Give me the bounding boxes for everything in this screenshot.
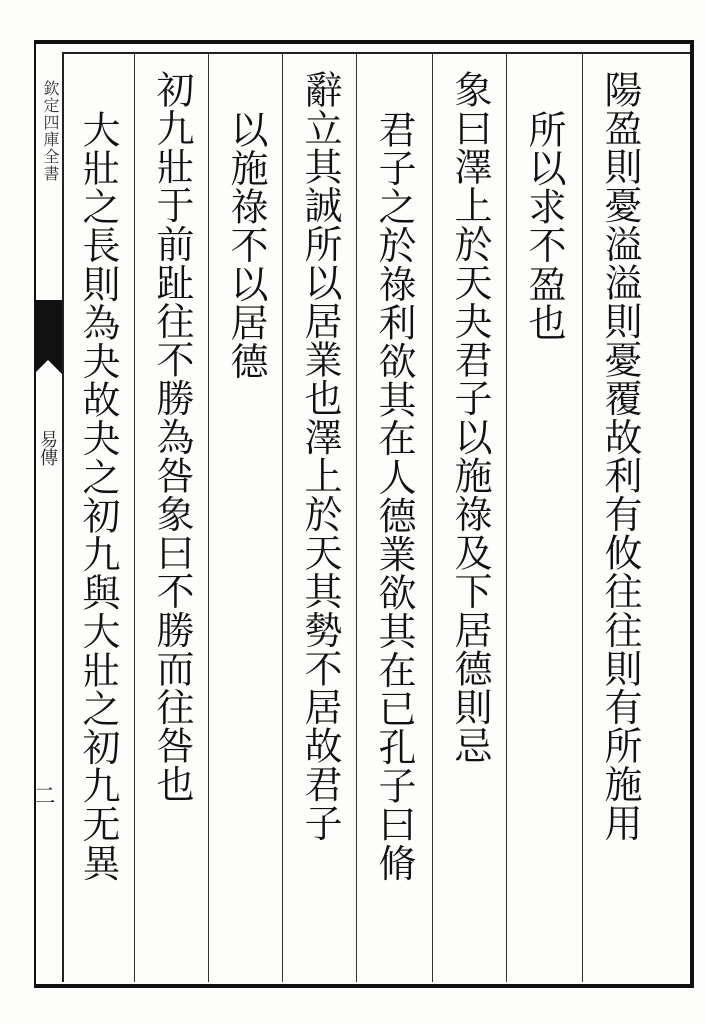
fishtail-mark <box>34 300 62 360</box>
text-column-5: 辭立其誠所以居業也澤上於天其勢不居故君子 <box>298 70 342 842</box>
text-column-1: 陽盈則憂溢溢則憂覆故利有攸往往則有所施用 <box>598 70 642 842</box>
column-rule <box>282 54 283 982</box>
text-column-8: 大壯之長則為夬故夬之初九與大壯之初九无異 <box>76 110 120 882</box>
text-column-3: 象曰澤上於天夬君子以施祿及下居德則忌 <box>448 70 492 765</box>
column-rule <box>208 54 209 982</box>
frame-top-border <box>34 40 694 44</box>
inner-top-rule <box>64 52 690 54</box>
frame-bottom-border <box>34 984 694 988</box>
column-rule <box>506 54 507 982</box>
folio-number: 二 <box>30 784 55 806</box>
text-column-6: 以施祿不以居德 <box>224 110 268 381</box>
text-column-4: 君子之於祿利欲其在人德業欲其在已孔子曰脩 <box>372 110 416 882</box>
column-rule <box>432 54 433 982</box>
text-column-2: 所以求不盈也 <box>522 110 566 342</box>
book-title: 欽定四庫全書 <box>41 80 60 182</box>
frame-right-border <box>690 40 694 988</box>
column-rule <box>582 54 583 982</box>
frame-left-border <box>34 40 36 988</box>
section-label: 易傳 <box>37 430 58 466</box>
inner-left-rule <box>62 52 64 982</box>
column-rule <box>356 54 357 982</box>
text-column-7: 初九壯于前趾往不勝為咎象曰不勝而往咎也 <box>150 70 194 804</box>
column-rule <box>134 54 135 982</box>
